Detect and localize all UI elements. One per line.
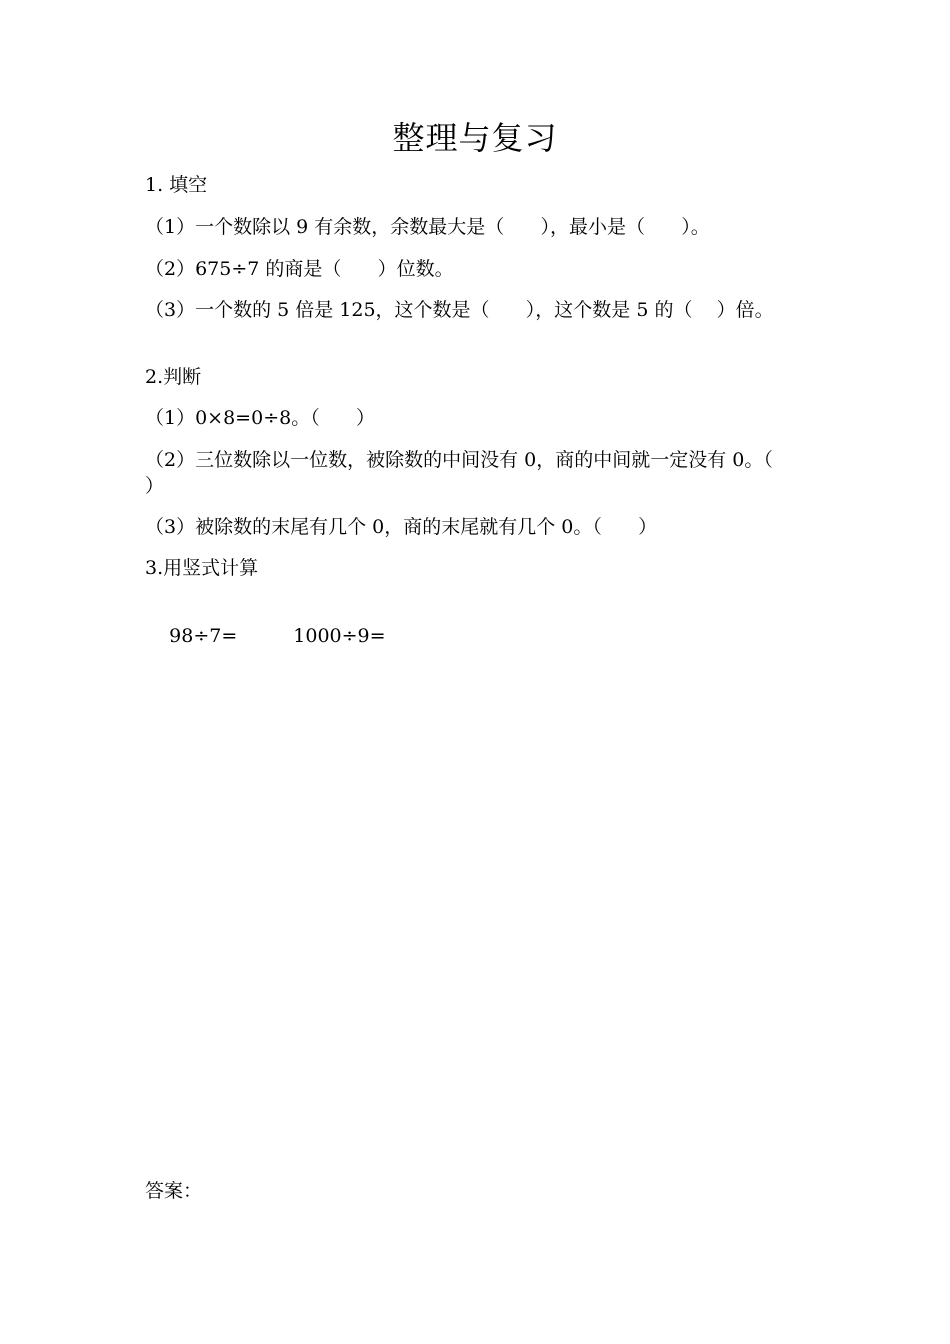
section-fill-in-heading: 1. 填空 (145, 174, 208, 196)
fill-in-question-3: （3）一个数的 5 倍是 125，这个数是（ ），这个数是 5 的（ ）倍。 (145, 299, 774, 321)
answer-label: 答案： (145, 1180, 203, 1202)
fill-in-question-2: （2）675÷7 的商是（ ）位数。 (145, 258, 454, 280)
fill-in-question-1: （1）一个数除以 9 有余数，余数最大是（ ），最小是（ ）。 (145, 216, 710, 238)
section-judge-heading: 2.判断 (145, 366, 202, 388)
calculation-1: 98÷7= (169, 625, 238, 647)
calculation-2: 1000÷9= (293, 625, 386, 647)
judge-question-1: （1）0×8=0÷8。（ ） (145, 407, 375, 429)
judge-question-2: （2）三位数除以一位数，被除数的中间没有 0，商的中间就一定没有 0。（ ） (145, 449, 810, 497)
judge-question-3: （3）被除数的末尾有几个 0，商的末尾就有几个 0。（ ） (145, 516, 658, 538)
section-vertical-calc-heading: 3.用竖式计算 (145, 557, 259, 579)
calculation-row (145, 597, 805, 675)
page-title: 整理与复习 (392, 119, 558, 157)
